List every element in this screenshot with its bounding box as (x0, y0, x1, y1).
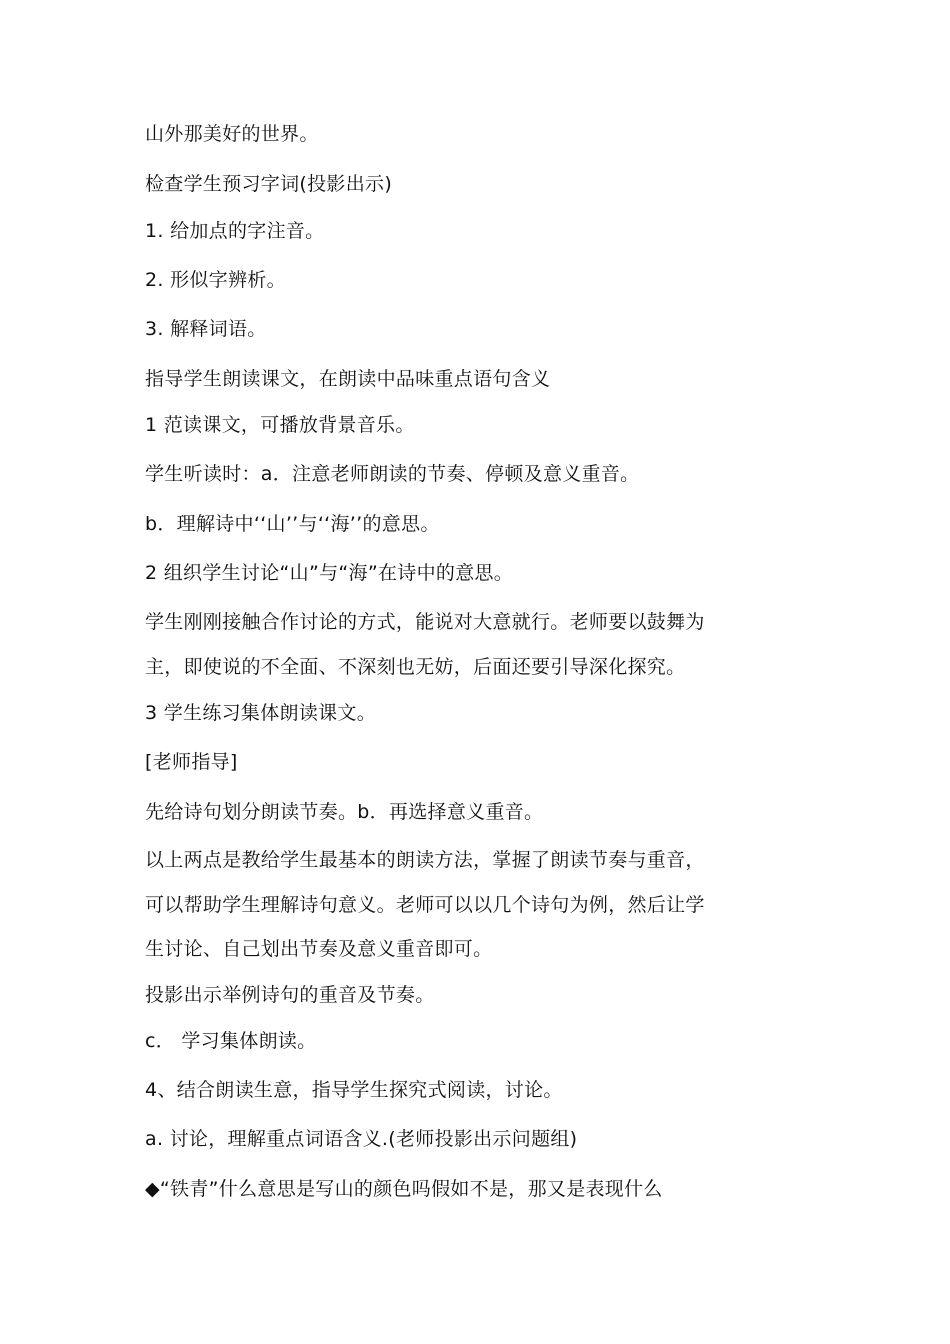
text-line: 3 学生练习集体朗读课文。 (145, 702, 377, 724)
text-line: 投影出示举例诗句的重音及节奏。 (145, 984, 435, 1006)
text-line: 先给诗句划分朗读节奏。b．再选择意义重音。 (145, 801, 544, 823)
text-line: 主，即使说的不全面、不深刻也无妨，后面还要引导深化探究。 (145, 656, 686, 678)
text-line: 以上两点是教给学生最基本的朗读方法，掌握了朗读节奏与重音， (145, 849, 705, 871)
text-line: 1. 给加点的字注音。 (145, 220, 325, 242)
text-line: [老师指导] (145, 751, 238, 773)
text-line: 1 范读课文，可播放背景音乐。 (145, 414, 415, 436)
text-line: c． 学习集体朗读。 (145, 1030, 317, 1052)
text-line: 学生听读时：a．注意老师朗读的节奏、停顿及意义重音。 (145, 463, 640, 485)
text-line: 2. 形似字辨析。 (145, 269, 286, 291)
text-line: 学生刚刚接触合作讨论的方式，能说对大意就行。老师要以鼓舞为 (145, 611, 705, 633)
text-line: b．理解诗中‘‘山’’与‘‘海’’的意思。 (145, 513, 440, 535)
text-line: 可以帮助学生理解诗句意义。老师可以以几个诗句为例，然后让学 (145, 894, 705, 916)
text-line: 生讨论、自己划出节奏及意义重音即可。 (145, 938, 493, 960)
text-line: 检查学生预习字词(投影出示) (145, 173, 393, 195)
text-line: ◆“铁青”什么意思是写山的颜色吗假如不是，那又是表现什么 (145, 1178, 663, 1200)
text-line: 4、结合朗读生意，指导学生探究式阅读，讨论。 (145, 1079, 563, 1101)
text-line: 2 组织学生讨论“山”与“海”在诗中的意思。 (145, 562, 514, 584)
text-line: a. 讨论，理解重点词语含义.(老师投影出示问题组) (145, 1128, 578, 1150)
section-heading: 指导学生朗读课文，在朗读中品味重点语句含义 (145, 368, 551, 390)
text-line: 山外那美好的世界。 (145, 123, 319, 145)
text-line: 3. 解释词语。 (145, 318, 267, 340)
